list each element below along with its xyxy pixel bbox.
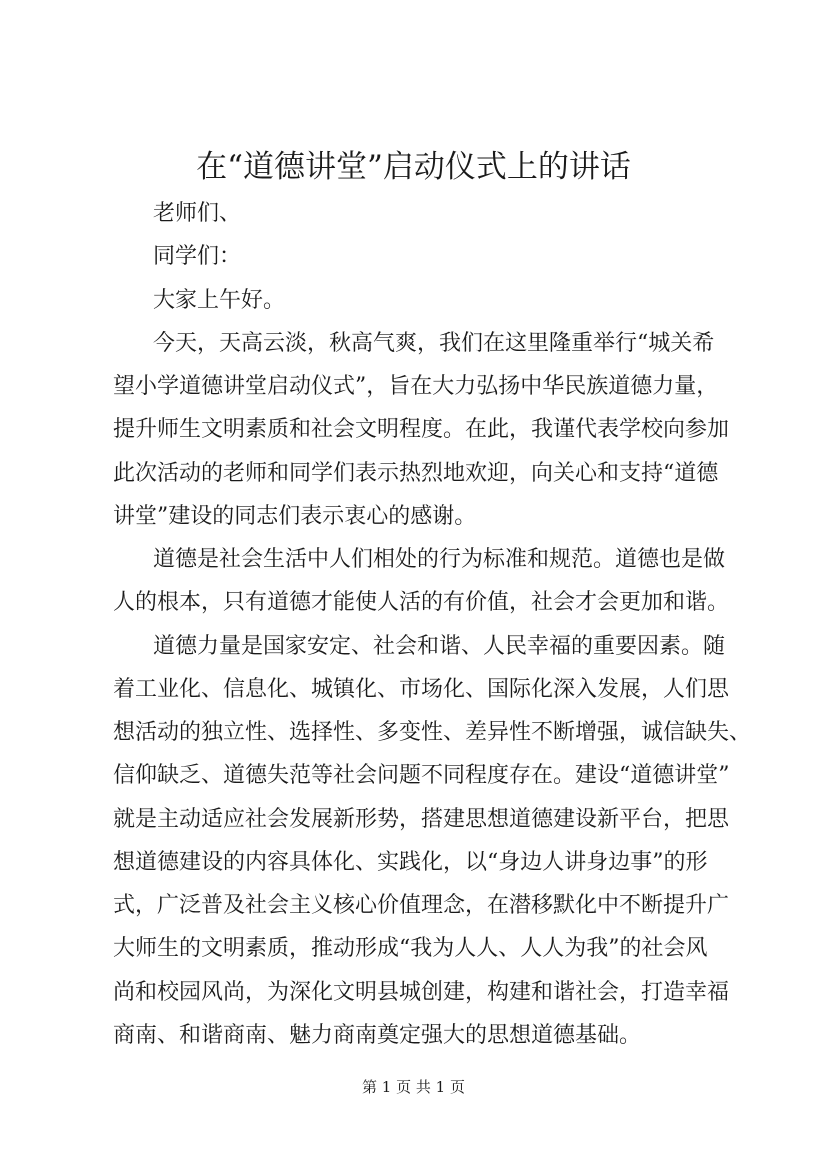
document-title: 在“道德讲堂”启动仪式上的讲话 [196, 149, 631, 185]
paragraph-line: 今天，天高云淡，秋高气爽，我们在这里隆重举行“城关希 [153, 331, 715, 356]
paragraph-line: 想道德建设的内容具体化、实践化，以“身边人讲身边事”的形 [113, 850, 708, 875]
salutation-line: 同学们： [153, 244, 242, 269]
paragraph-line: 人的根本，只有道德才能使人活的有价值，社会才会更加和谐。 [113, 590, 730, 615]
paragraph-line: 着工业化、信息化、城镇化、市场化、国际化深入发展，人们思 [113, 677, 730, 702]
paragraph-line: 望小学道德讲堂启动仪式”，旨在大力弘扬中华民族道德力量， [113, 374, 719, 399]
paragraph-line: 道德力量是国家安定、社会和谐、人民幸福的重要因素。随 [153, 634, 726, 659]
salutation-line: 老师们、 [153, 201, 242, 226]
paragraph-line: 尚和校园风尚，为深化文明县城创建，构建和谐社会，打造幸福 [113, 980, 730, 1005]
paragraph-line: 此次活动的老师和同学们表示热烈地欢迎，向关心和支持“道德 [113, 461, 719, 486]
paragraph-line: 式，广泛普及社会主义核心价值理念，在潜移默化中不断提升广 [113, 893, 730, 918]
paragraph-line: 信仰缺乏、道德失范等社会问题不同程度存在。建设“道德讲堂” [113, 763, 730, 788]
paragraph-line: 就是主动适应社会发展新形势，搭建思想道德建设新平台，把思 [113, 807, 730, 832]
paragraph-line: 商南、和谐商南、魅力商南奠定强大的思想道德基础。 [113, 1023, 642, 1048]
page-number-footer: 第 1 页 共 1 页 [362, 1078, 465, 1096]
paragraph-line: 大师生的文明素质，推动形成“我为人人、人人为我”的社会风 [113, 936, 708, 961]
paragraph-line: 提升师生文明素质和社会文明程度。在此，我谨代表学校向参加 [113, 417, 730, 442]
paragraph-line: 想活动的独立性、选择性、多变性、差异性不断增强，诚信缺失、 [113, 720, 752, 745]
paragraph-line: 道德是社会生活中人们相处的行为标准和规范。道德也是做 [153, 547, 726, 572]
greeting-line: 大家上午好。 [153, 288, 286, 313]
paragraph-line: 讲堂”建设的同志们表示衷心的感谢。 [113, 504, 477, 529]
